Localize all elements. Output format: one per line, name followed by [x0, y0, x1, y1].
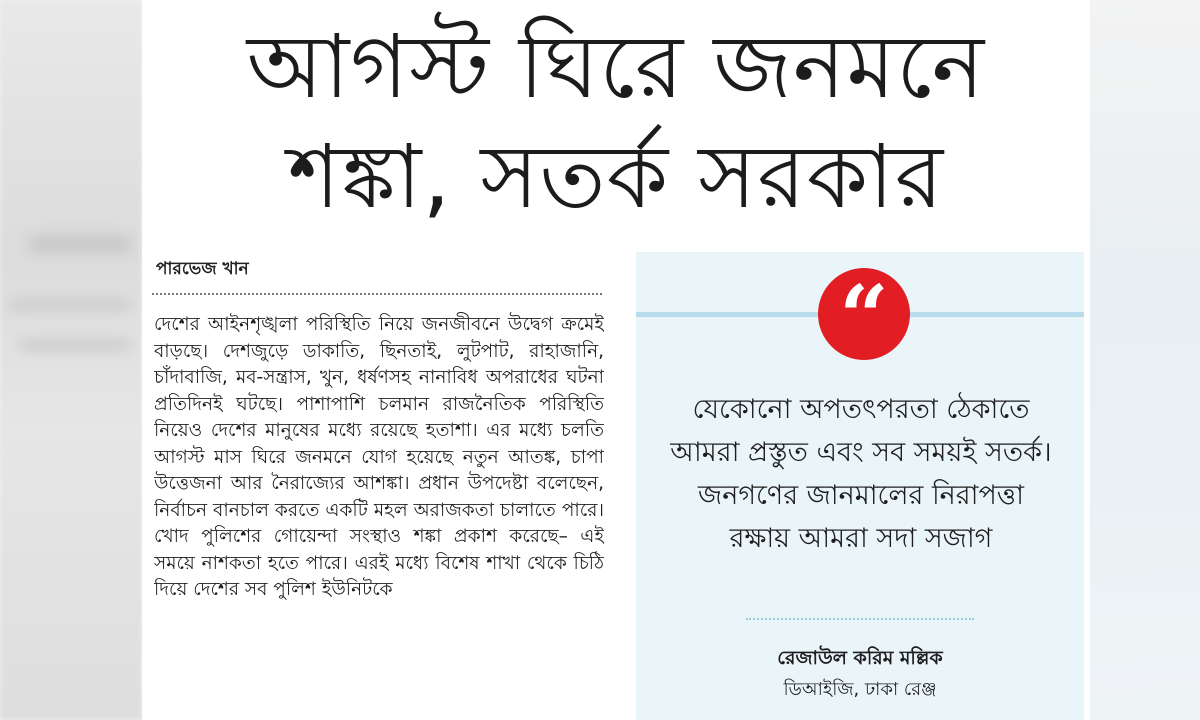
headline-line-1: আগস্ট ঘিরে জনমনে — [246, 15, 986, 118]
article-body: দেশের আইনশৃঙ্খলা পরিস্থিতি নিয়ে জনজীবনে উদ্বেগ ক্রমেই বাড়ছে। দেশজুড়ে ডাকাতি, ছিনতাই, লুটপাট, রাহাজানি, চাঁদাবাজি, মব-সন্ত্রাস, খুন, ধর্ষণসহ নানাবিধ অপরাধের ঘটনা প্রতিদিনই ঘটছে। পাশাপাশি চলমান রাজনৈতিক পরিস্থিতি নিয়েও দেশের মানুষের মধ্যে রয়েছে হতাশা। এর মধ্যে চলতি আগস্ট মাস ঘিরে জনমনে যোগ হয়েছে নতুন আতঙ্ক, চাপা উত্তেজনা আর নৈরাজ্যের আশঙ্কা। প্রধান উপদেষ্টা বলেছেন, নির্বাচন বানচাল করতে একটি মহল অরাজকতা চালাতে পারে। খোদ পুলিশের গোয়েন্দা সংস্থাও শঙ্কা প্রকাশ করেছে– এই সময়ে নাশকতা হতে পারে। এরই মধ্যে বিশেষ শাখা থেকে চিঠি দিয়ে দেশের সব পুলিশ ইউনিটকে — [154, 314, 604, 600]
newspaper-page — [142, 0, 1090, 720]
quote-divider — [746, 618, 974, 620]
dotted-divider — [152, 293, 602, 295]
author-byline: পারভেজ খান — [156, 259, 249, 279]
blurred-background-left — [0, 0, 142, 720]
headline — [142, 12, 1090, 232]
blurred-background-right — [1090, 0, 1200, 720]
quote-speaker-role: ডিআইজি, ঢাকা রেঞ্জ — [783, 679, 937, 700]
quote-icon: “ — [818, 268, 910, 360]
quote-text: যেকোনো অপতৎপরতা ঠেকাতে আমরা প্রস্তুত এবং সব সময়ই সতর্ক। জনগণের জানমালের নিরাপত্তা রক্ষায় আমরা সদা সজাগ — [670, 394, 1052, 554]
pull-quote-box — [636, 252, 1084, 720]
headline-line-2: শঙ্কা, সতর্ক সরকার — [287, 125, 945, 228]
quote-speaker-name: রেজাউল করিম মল্লিক — [777, 647, 943, 669]
